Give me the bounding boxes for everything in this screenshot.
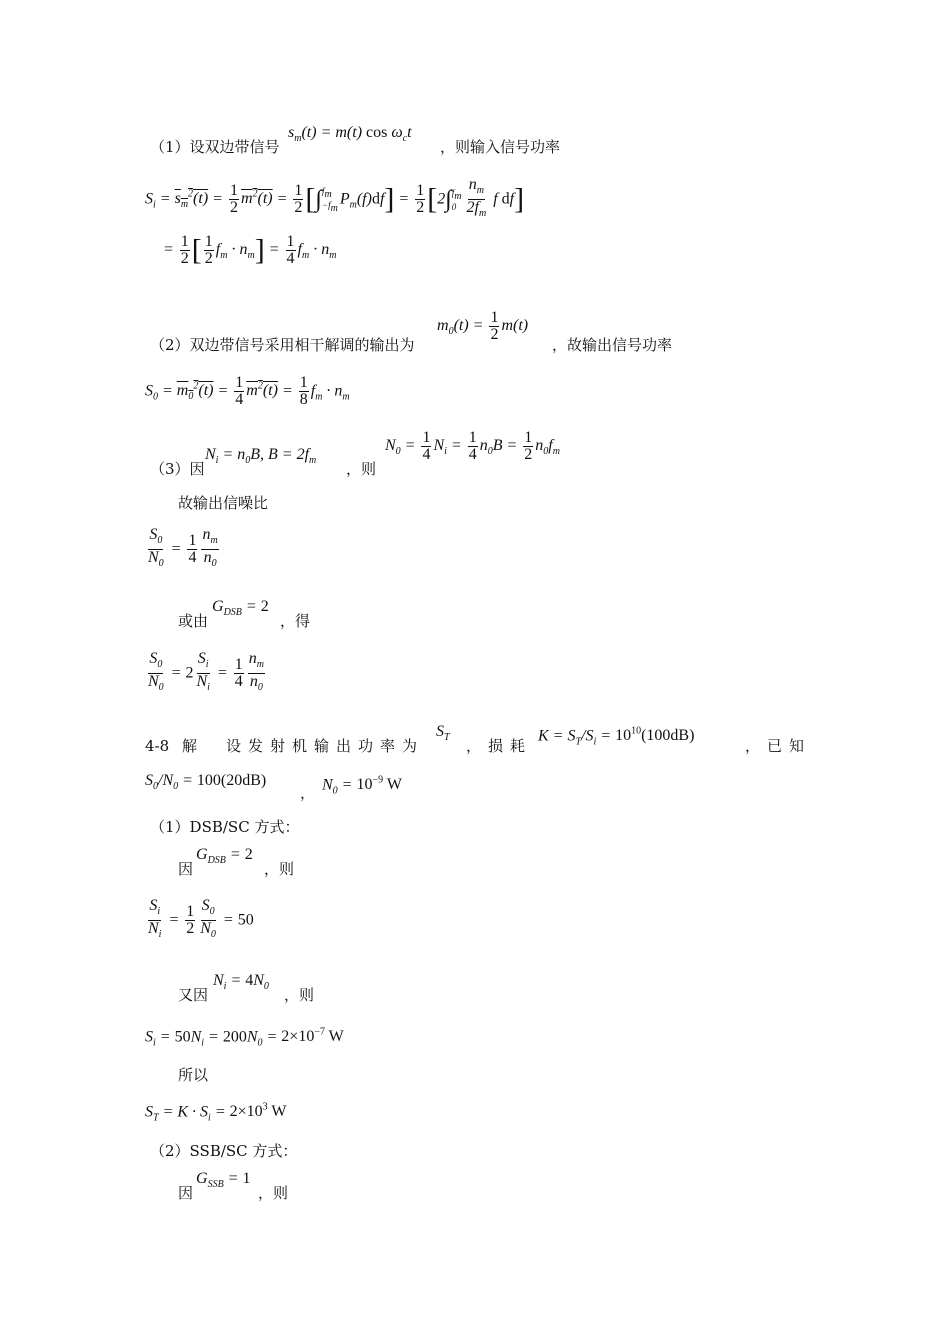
snr-gain-formula: $\frac{S_0}{N_0}$ = 2 $\frac{S_i}{N_i}$ = $\frac{1}{4}$ $\frac{n_m}{n_0}$ — [148, 650, 264, 694]
input-power-formula: $S_i = s_m^2(t)$ = $\frac{1}{2}$ $m^2(t)$ = $\frac{1}{2}$ [∫ $f_m$ $-f_m$ $P_m(f)df$] = $\frac{1}{2}$ [2∫ $f_m$ 0 $\frac{n_m}{2f_m}$ f df] — [145, 175, 525, 220]
problem-number: 4-8 — [145, 737, 170, 755]
output-power-formula: $S_0 = m_0^2(t)$ = $\frac{1}{4}$ $m^2(t)$ = $\frac{1}{8}$ $f_m \cdot n_m$ — [145, 374, 350, 409]
part1-suffix: ，则输入信号功率 — [440, 138, 561, 156]
dsb-signal-formula: $s_m(t) = m(t)$ $\cos \omega_ct$ — [288, 124, 412, 145]
dsb-then2: ，则 — [284, 986, 315, 1004]
demod-output-formula: $m_0(t)$ = $\frac{1}{2}$ m(t) — [437, 308, 529, 343]
ssb-then: ，则 — [258, 1184, 289, 1202]
output-noise-formula: $N_0$ = $\frac{1}{4}$ $N_i$ = $\frac{1}{4}$ $n_0B$ = $\frac{1}{2}$ $n_0f_m$ — [385, 428, 560, 463]
dsb-so: 所以 — [178, 1066, 209, 1084]
snr-formula: $\frac{S_0}{N_0}$ = $\frac{1}{4}$ $\frac{n_m}{n_0}$ — [148, 526, 218, 570]
part3-mid: ，则 — [346, 460, 377, 478]
alt-prefix: 或由 — [178, 612, 209, 630]
part2-label: （2）双边带信号采用相干解调的输出为 — [150, 336, 415, 354]
dsb-input-power: $S_i = 50N_i = 200N_0 = 2\times 10^{-7}$ W — [145, 1027, 344, 1049]
part3-conclusion: 故输出信噪比 — [178, 494, 269, 512]
loss-formula: $K = S_T/S_i = 10^{10}(100dB)$ — [538, 726, 695, 748]
output-noise-value: $N_0 = 10^{-9}$ W — [322, 775, 402, 797]
noise-bandwidth-formula: $N_i = n_0B$, $B = 2f_m$ — [205, 446, 317, 467]
input-noise-relation: $N_i = 4N_0$ — [213, 972, 269, 993]
dsb-then: ，则 — [264, 860, 295, 878]
alt-suffix: ，得 — [280, 612, 311, 630]
problem-known: ，已知 — [745, 737, 812, 755]
part1-line — [150, 138, 280, 156]
ssb-because: 因 — [178, 1184, 194, 1202]
transmit-power-symbol: $S_T$ — [436, 723, 450, 744]
dsb-input-snr: $\frac{S_i}{N_i}$ = $\frac{1}{2}$ $\frac{S_0}{N_0}$ = 50 — [148, 897, 254, 941]
input-power-result: = $\frac{1}{2}$ [ $\frac{1}{2}$ $f_m \cdot n_m$] = $\frac{1}{4}$ $f_m \cdot n_m$ — [163, 232, 337, 267]
problem-loss: ，损耗 — [466, 737, 533, 755]
dsb-heading: （1）DSB/SC 方式： — [150, 818, 300, 836]
problem-comma: ， — [300, 784, 316, 802]
part1-label: （1）设双边带信号 — [150, 138, 280, 156]
output-snr-value: $S_0/N_0 = 100(20dB)$ — [145, 772, 267, 793]
ssb-heading: （2）SSB/SC 方式： — [150, 1142, 298, 1160]
dsb-gain: $G_{DSB} = 2$ — [196, 846, 253, 867]
gain-dsb-formula: $G_{DSB} = 2$ — [212, 598, 269, 619]
dsb-because: 因 — [178, 860, 194, 878]
part3-label: （3）因 — [150, 460, 205, 478]
ssb-gain: $G_{SSB} = 1$ — [196, 1170, 251, 1191]
part2-suffix: ，故输出信号功率 — [552, 336, 673, 354]
dsb-transmit-power: $S_T = K \cdot S_i = 2\times 10^3$ W — [145, 1102, 287, 1124]
problem-text: 解 设发射机输出功率为 — [182, 737, 425, 755]
dsb-again: 又因 — [178, 986, 209, 1004]
